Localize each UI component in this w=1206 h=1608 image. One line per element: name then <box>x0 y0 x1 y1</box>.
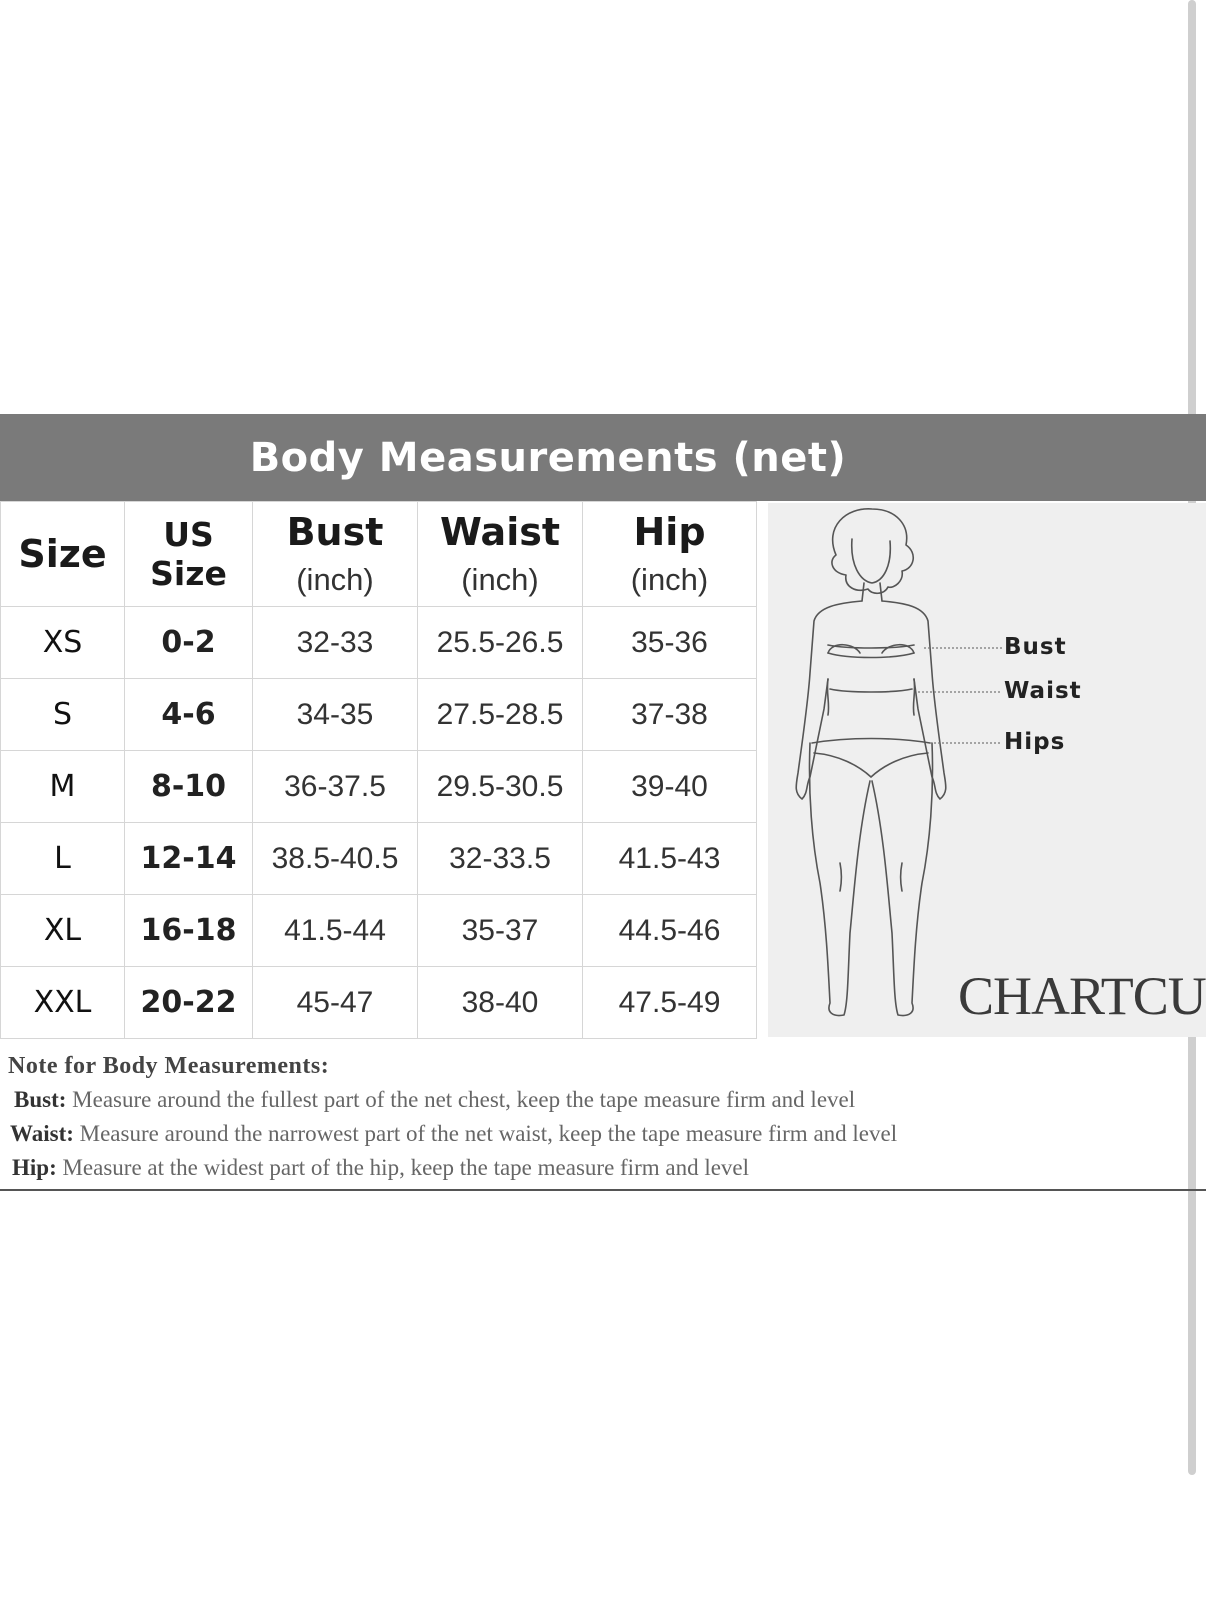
note-text: Measure at the widest part of the hip, keep the tape measure firm and level <box>56 1155 750 1180</box>
measurement-notes <box>0 1053 1206 1183</box>
body-outline-illustration <box>768 503 1206 1037</box>
header-waist: Waist (inch) <box>418 502 583 607</box>
header-size: Size <box>1 502 125 607</box>
cell-waist: 27.5-28.5 <box>418 679 583 751</box>
cell-bust: 32-33 <box>253 607 418 679</box>
body-figure-panel <box>768 503 1206 1037</box>
table-row <box>1 895 757 967</box>
cell-size: S <box>1 679 125 751</box>
table-row <box>1 823 757 895</box>
cell-hip: 44.5-46 <box>583 895 757 967</box>
note-text: Measure around the fullest part of the net chest, keep the tape measure firm and level <box>66 1087 856 1112</box>
table-row <box>1 607 757 679</box>
cell-hip: 47.5-49 <box>583 967 757 1039</box>
cell-size: XS <box>1 607 125 679</box>
cell-waist: 25.5-26.5 <box>418 607 583 679</box>
chart-title: Body Measurements (net) <box>249 434 847 481</box>
size-chart <box>0 414 1206 1191</box>
cell-waist: 35-37 <box>418 895 583 967</box>
cell-hip: 39-40 <box>583 751 757 823</box>
cell-waist: 29.5-30.5 <box>418 751 583 823</box>
figure-label-waist: Waist <box>1004 678 1082 704</box>
cell-hip: 37-38 <box>583 679 757 751</box>
table-row <box>1 679 757 751</box>
header-hip: Hip (inch) <box>583 502 757 607</box>
note-hip <box>12 1155 749 1181</box>
note-term: Bust: <box>14 1087 67 1112</box>
header-bust: Bust (inch) <box>253 502 418 607</box>
header-us-size: US Size <box>125 502 253 607</box>
notes-title: Note for Body Measurements: <box>8 1053 330 1079</box>
cell-bust: 34-35 <box>253 679 418 751</box>
divider <box>0 1189 1206 1191</box>
cell-bust: 41.5-44 <box>253 895 418 967</box>
cell-us-size: 4-6 <box>125 679 253 751</box>
cell-waist: 38-40 <box>418 967 583 1039</box>
table-row <box>1 967 757 1039</box>
cell-size: M <box>1 751 125 823</box>
table-header-row <box>1 502 757 607</box>
cell-waist: 32-33.5 <box>418 823 583 895</box>
brand-logo: CHARTCU <box>958 966 1206 1026</box>
cell-bust: 38.5-40.5 <box>253 823 418 895</box>
table-row <box>1 751 757 823</box>
note-text: Measure around the narrowest part of the net waist, keep the tape measure firm and level <box>73 1121 898 1146</box>
figure-label-hips: Hips <box>1004 729 1066 755</box>
note-waist <box>10 1121 897 1147</box>
cell-hip: 41.5-43 <box>583 823 757 895</box>
figure-label-bust: Bust <box>1004 634 1067 660</box>
cell-us-size: 20-22 <box>125 967 253 1039</box>
size-table <box>0 501 757 1039</box>
cell-us-size: 12-14 <box>125 823 253 895</box>
cell-size: XXL <box>1 967 125 1039</box>
cell-us-size: 0-2 <box>125 607 253 679</box>
note-term: Hip: <box>12 1155 57 1180</box>
cell-us-size: 16-18 <box>125 895 253 967</box>
note-bust <box>14 1087 855 1113</box>
cell-bust: 45-47 <box>253 967 418 1039</box>
cell-size: XL <box>1 895 125 967</box>
cell-hip: 35-36 <box>583 607 757 679</box>
cell-size: L <box>1 823 125 895</box>
note-term: Waist: <box>10 1121 74 1146</box>
title-bar <box>0 414 1206 501</box>
cell-us-size: 8-10 <box>125 751 253 823</box>
cell-bust: 36-37.5 <box>253 751 418 823</box>
